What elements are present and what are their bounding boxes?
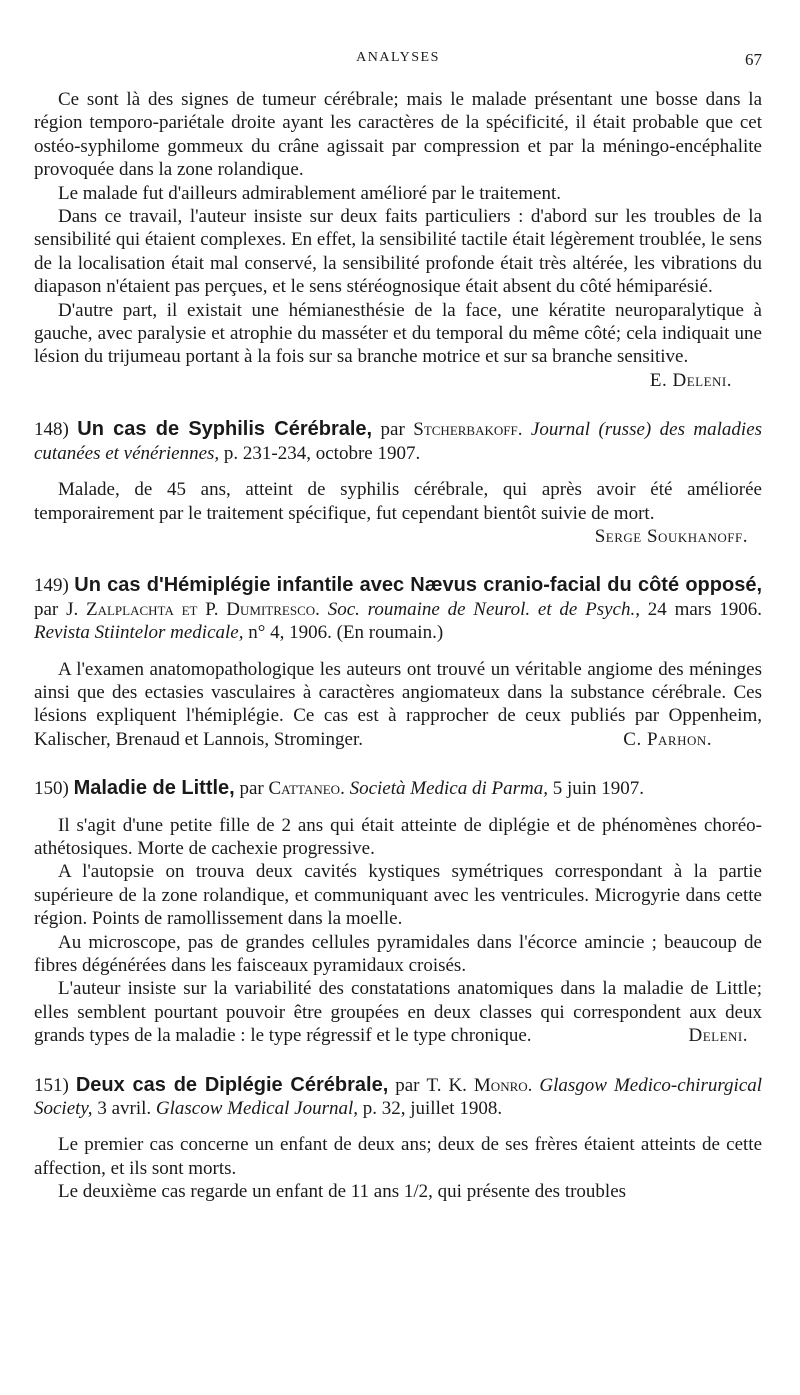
entry-source-2: Revista Stiintelor medicale, [34,622,244,644]
entry-reference-2: n° 4, 1906. (En roumain.) [248,622,444,644]
continued-abstract [34,88,762,392]
entry-heading [34,777,762,800]
entry-reference: 5 juin 1907. [552,778,645,800]
entry-number: 149) [34,575,69,597]
signature: Serge Soukhanoff. [594,525,748,547]
entry-by: par [395,1074,420,1096]
page-body [34,88,762,1204]
paragraph-text: A l'examen anatomopathologique les auteurs ont trouvé un véritable angiome des méninges ainsi que des ectasies vasculaires à caractères angiomateux dans la substance cérébrale. Ces lésions expliquent l'hémiplégie. Ce cas est à rapprocher de ceux publiés par Oppenheim, Kalischer, Brenaud et Lannois, Strominger. [34,658,762,750]
entry-by: par [380,419,405,441]
running-title: ANALYSES [356,50,440,65]
entry-by: par [34,598,59,620]
entry-150 [34,777,762,1047]
entry-source-2: Glascow Medical Journal, [155,1098,358,1120]
paragraph: Le premier cas concerne un enfant de deux ans; deux de ses frères étaient atteints de cette affection, et ils sont morts. [34,1134,762,1179]
entry-number: 150) [34,778,69,800]
entry-source: Journal (russe) des maladies cutanées et vénériennes, [34,419,763,464]
paragraph-text: L'auteur insiste sur la variabilité des constatations anatomiques dans la maladie de Little; elles semblent pourtant pouvoir être groupées en deux classes qui correspondent aux deux grands types de la maladie : le type régressif et le type chronique. [34,978,762,1047]
entry-author: Stcherbakoff. [413,419,523,441]
entry-title: Un cas de Syphilis Cérébrale, [77,418,373,441]
page-header [34,50,762,74]
paragraph: Il s'agit d'une petite fille de 2 ans qui était atteinte de diplégie et de phénomènes choréo-athétosiques. Morte de cachexie progressive. [34,814,762,859]
paragraph: A l'autopsie on trouva deux cavités kystiques symétriques correspondant à la partie supérieure de la zone rolandique, et communiquant avec les ventricules. Microgyrie dans cette région. Points de ramollissement dans la moelle. [34,861,762,930]
entry-title: Maladie de Little, [73,777,235,800]
paragraph [34,478,762,547]
paragraph: Au microscope, pas de grandes cellules pyramidales dans l'écorce amincie ; beaucoup de fibres dégénérées dans les faisceaux pyramidaux croisés. [34,931,762,976]
signature: E. Deleni. [649,369,732,391]
entry-number: 148) [34,419,69,441]
entry-by: par [239,778,264,800]
paragraph: Dans ce travail, l'auteur insiste sur deux faits particuliers : d'abord sur les troubles de la sensibilité qui étaient complexes. En effet, la sensibilité tactile était légèrement troublée, le sens de la localisation était mal conservé, la sensibilité profonde était très altérée, les vibrations du diapason n'étaient pas perçues, et le sens stéréognosique était absent du côté hémiparésié. [34,206,762,298]
paragraph: Le malade fut d'ailleurs admirablement amélioré par le traitement. [58,182,562,204]
entry-title: Deux cas de Diplégie Cérébrale, [75,1073,389,1096]
entry-source: Soc. roumaine de Neurol. et de Psych., [327,598,640,620]
entry-149 [34,574,762,751]
paragraph [34,658,762,752]
entry-author: T. K. Monro. [426,1074,533,1096]
entry-source: Glasgow Medico-chirurgical Society, [34,1074,763,1120]
paragraph [34,299,762,391]
entry-reference: 24 mars 1906. [647,598,763,620]
paragraph [34,977,762,1047]
entry-number: 151) [34,1074,69,1096]
paragraph: Ce sont là des signes de tumeur cérébrale; mais le malade présentant une bosse dans la région temporo-pariétale droite ayant les caractères de la spécificité, il était probable que cet ostéo-syphilome gommeux du crâne agissait par compression et par la méningo-encéphalite provoquée dans la zone rolandique. [34,89,762,181]
entry-source: Società Medica di Parma, [349,778,548,800]
entry-author: Cattaneo. [268,778,345,800]
paragraph-text: D'autre part, il existait une hémianesthésie de la face, une kératite neuroparalytique à gauche, avec paralysie et atrophie du masséter et du temporal du même côté; cela indiquait une lésion du trijumeau portant à la fois sur sa branche motrice et sur sa branche sensitive. [34,299,762,368]
signature: C. Parhon. [623,728,712,750]
page-number: 67 [745,50,762,69]
entry-151 [34,1074,762,1204]
entry-reference: 3 avril. [97,1098,152,1120]
paragraph-text: Malade, de 45 ans, atteint de syphilis cérébrale, qui après avoir été améliorée temporairement par le traitement spécifique, fut cependant bientôt suivie de mort. [34,479,762,524]
entry-heading [34,418,762,465]
entry-author: J. Zalplachta et P. Dumitresco. [66,598,320,620]
entry-148 [34,418,762,548]
entry-title: Un cas d'Hémiplégie infantile avec Nævus cranio-facial du côté opposé, [74,574,762,597]
entry-heading [34,1074,762,1121]
signature: Deleni. [688,1025,748,1047]
entry-reference: p. 231-234, octobre 1907. [223,442,421,464]
paragraph: Le deuxième cas regarde un enfant de 11 ans 1/2, qui présente des troubles [58,1181,627,1203]
entry-heading [34,574,762,644]
entry-reference-2: p. 32, juillet 1908. [362,1098,503,1120]
